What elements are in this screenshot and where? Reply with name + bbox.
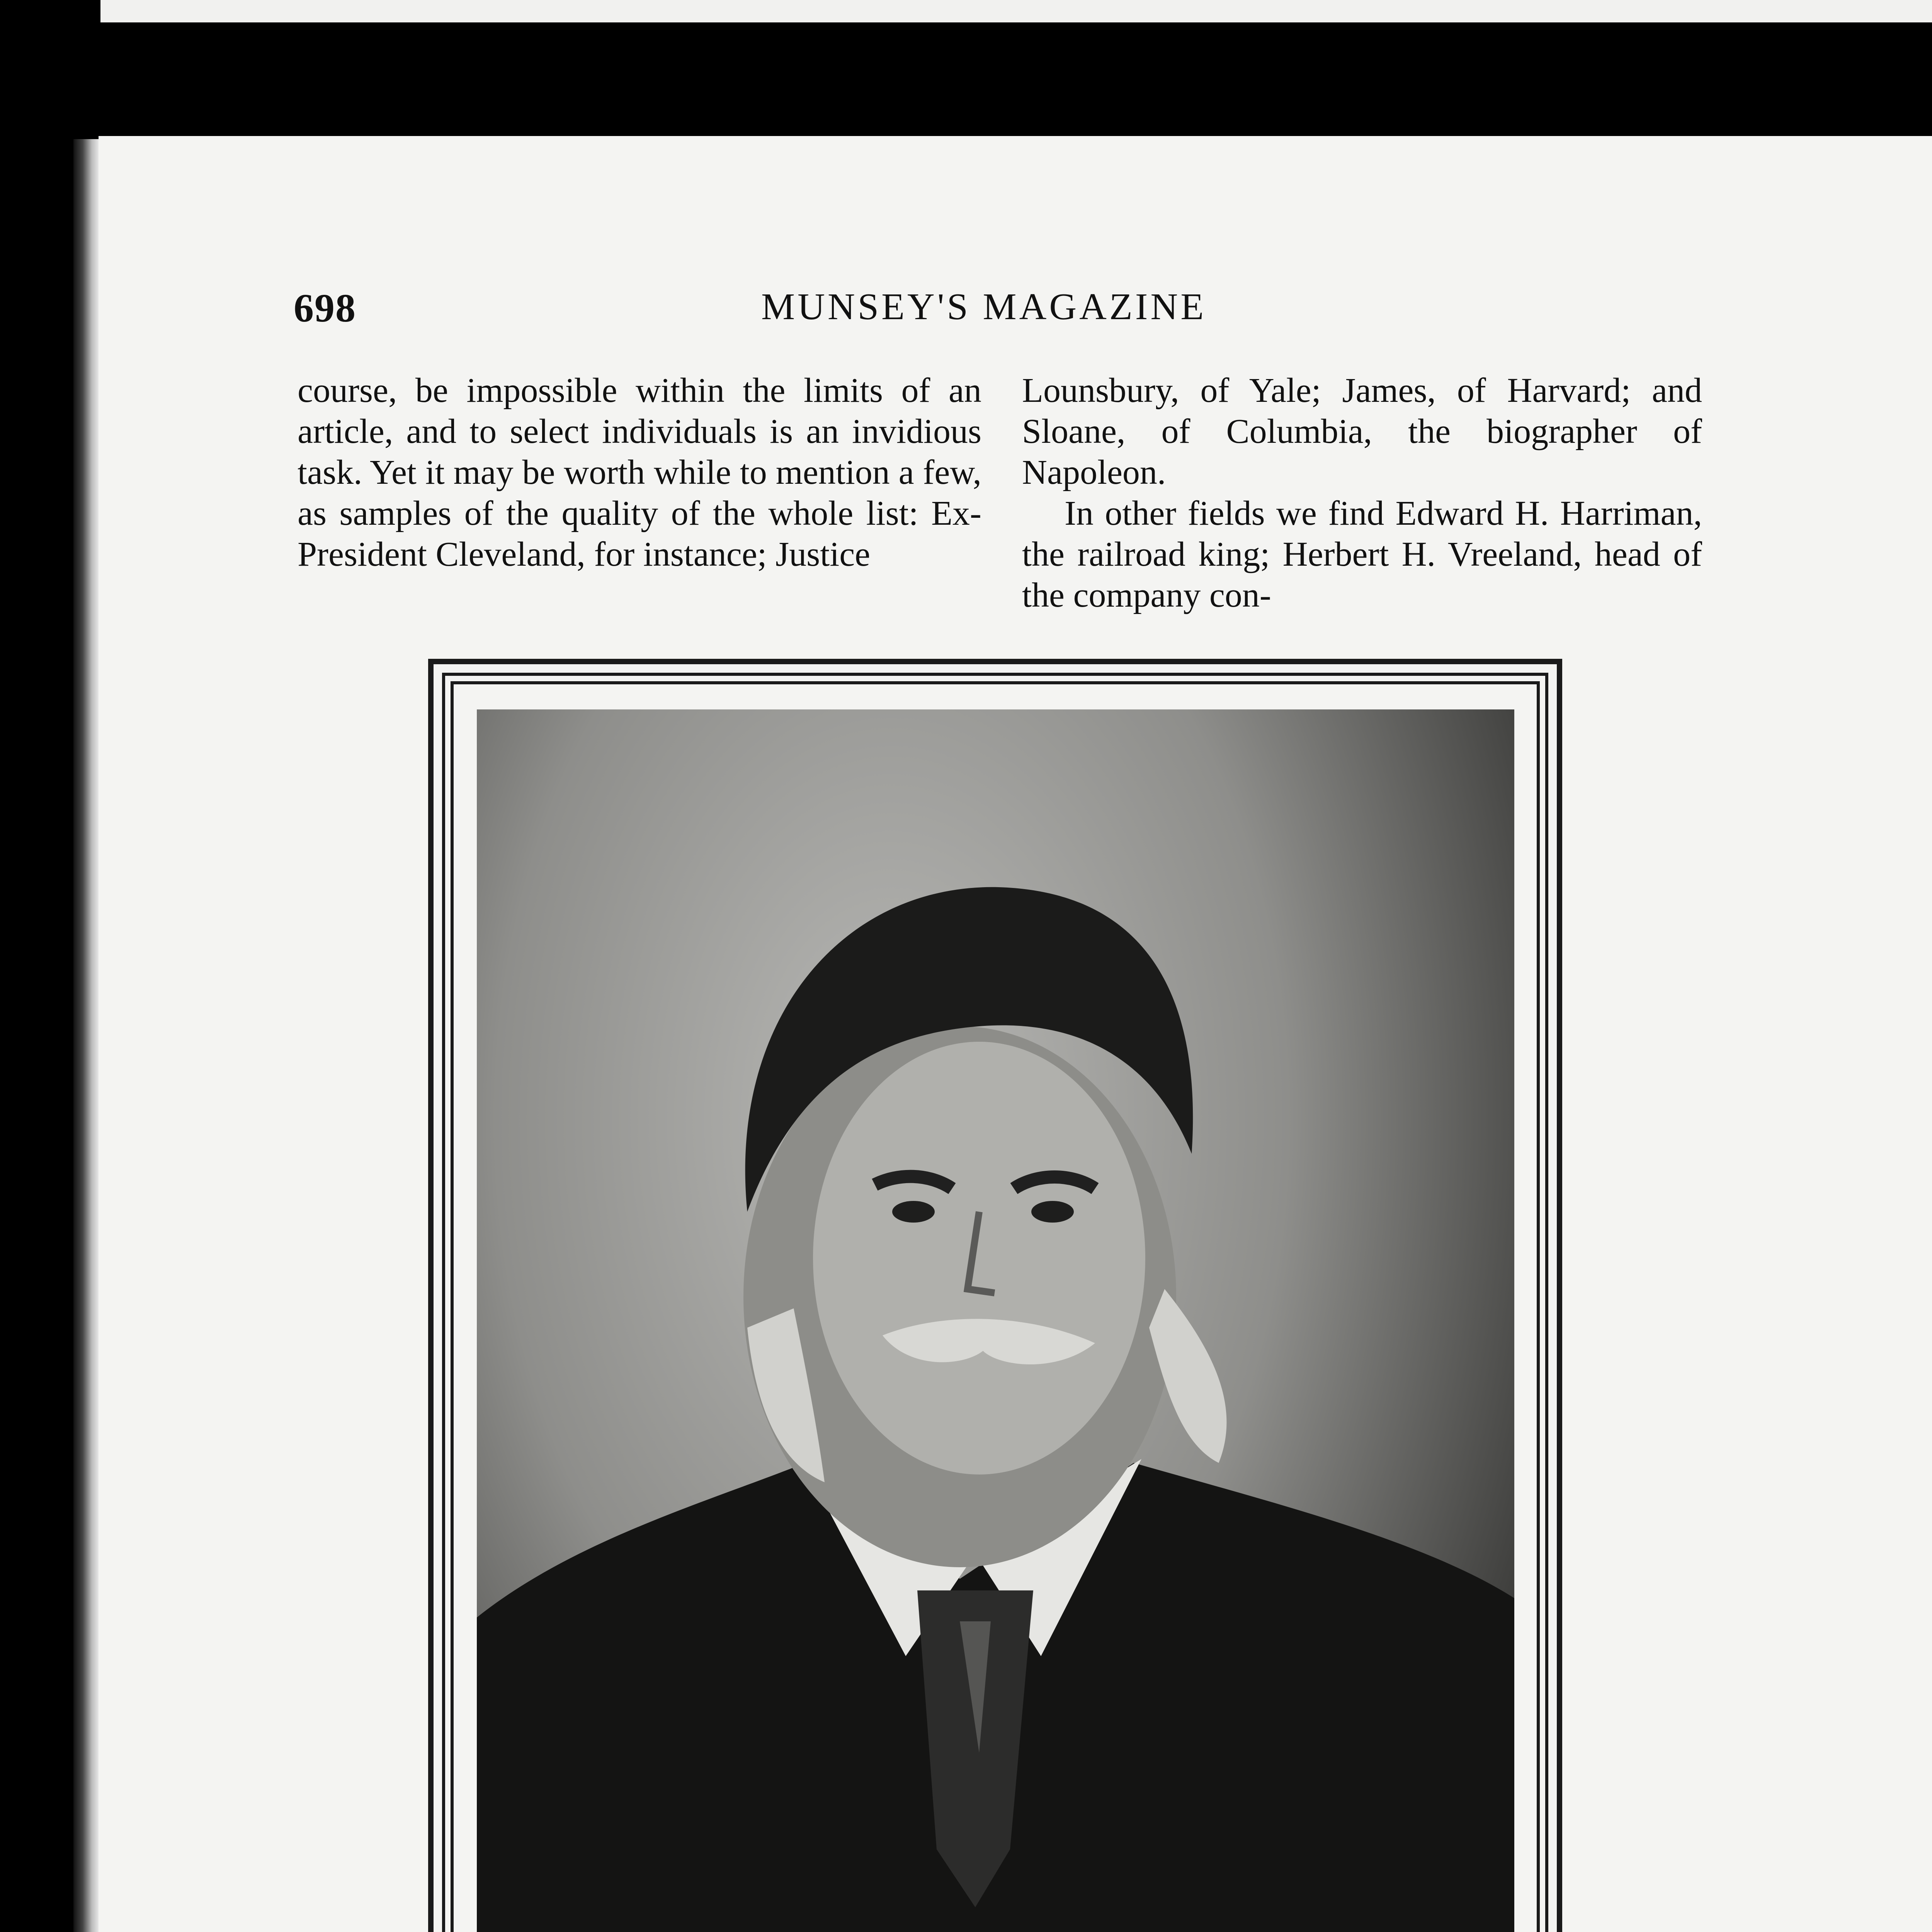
paragraph: Lounsbury, of Yale; James, of Harvard; and Sloane, of Columbia, the biographer of Napoleon. bbox=[1022, 371, 1702, 492]
binding-gutter bbox=[73, 139, 100, 1932]
portrait-photograph bbox=[477, 709, 1514, 1932]
text-column-top-left bbox=[298, 370, 981, 575]
running-head: MUNSEY'S MAGAZINE bbox=[761, 286, 1207, 328]
previous-page-edge bbox=[100, 0, 1932, 22]
paragraph: In other fields we find Edward H. Harriman, the railroad king; Herbert H. Vreeland, head of the company con- bbox=[1022, 494, 1702, 614]
page-number: 698 bbox=[294, 286, 356, 330]
text-column-top-right bbox=[1022, 370, 1702, 616]
portrait-frame bbox=[428, 659, 1562, 1932]
portrait-figure bbox=[477, 709, 1514, 1932]
paragraph: course, be impossible within the limits of an article, and to select individuals is an invidious task. Yet it may be worth while to mention a few, as samples of the quality of the whole list: Ex-President Cleveland, for instance; Justice bbox=[298, 371, 981, 573]
